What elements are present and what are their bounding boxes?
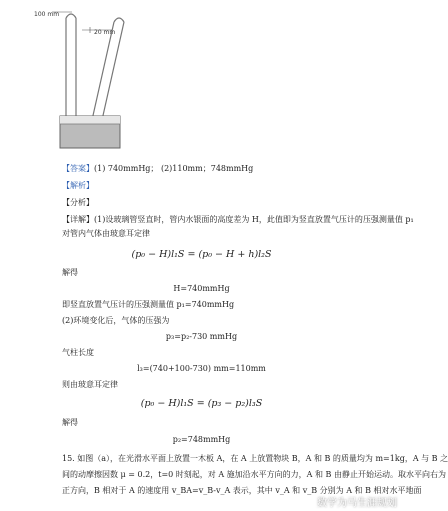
glass-tube-figure xyxy=(0,0,160,160)
q15-line-1: 15. 如图（a），在光滑水平面上放置一木板 A，在 A 上放置物块 B，A 和 B 的质量均为 m=1kg，A 与 B 之 xyxy=(62,454,448,463)
jiede-1: 解得 xyxy=(62,268,78,277)
conclusion-1: 即竖直放置气压计的压强测量值 p₁=740mmHg xyxy=(62,300,235,309)
gas-length-label: 气柱长度 xyxy=(62,348,94,357)
slanted-tube xyxy=(92,22,124,120)
result-1: H=740mmHg xyxy=(173,284,230,293)
part2-intro: (2)环境变化后，气体的压强为 xyxy=(62,316,170,325)
equation-1: (p₀ − H)l₁S = (p₀ − H + h)l₂S xyxy=(131,249,272,260)
boyle-again: 则由玻意耳定律 xyxy=(62,380,118,389)
q15-line-2: 间的动摩擦因数 μ = 0.2，t=0 时刻起，对 A 施加沿水平方向的力，A 和 B 由静止开始运动。取水平向右为 xyxy=(62,470,446,479)
figure-label-right: 20 mm xyxy=(94,29,116,36)
detail-tag: 【详解】 xyxy=(62,215,94,224)
analysis-tag: 【解析】 xyxy=(62,181,94,190)
detail-text-1: (1)设玻璃管竖直时，管内水银面的高度差为 H，此值即为竖直放置气压计的压强测量值 p₁ xyxy=(94,215,414,224)
detail-line-2: 对管内气体由玻意耳定律 xyxy=(62,229,150,238)
q15-line-3: 正方向，B 相对于 A 的速度用 v_BA=v_B-v_A 表示，其中 v_A 和 v_B 分别为 A 和 B 相对水平地面 xyxy=(62,486,422,495)
figure-label-left: 100 mm xyxy=(34,11,60,18)
watermark: 数学为马生涯规划 xyxy=(317,498,397,509)
result-2: p₂=748mmHg xyxy=(172,435,231,444)
vertical-tube xyxy=(66,18,76,120)
answer-text: (1) 740mmHg； (2)110mm；748mmHg xyxy=(94,164,254,173)
jiede-2: 解得 xyxy=(62,418,78,427)
fenxi-tag: 【分析】 xyxy=(62,198,94,207)
p3-expression: p₃=p₂-730 mmHg xyxy=(165,332,238,341)
l3-expression: l₃=(740+100-730) mm=110mm xyxy=(137,364,266,373)
answer-tag: 【答案】 xyxy=(62,164,94,173)
detail-line-1 xyxy=(62,215,414,225)
equation-2: (p₀ − H)l₁S = (p₃ − p₂)l₃S xyxy=(140,398,263,409)
answer-line xyxy=(62,164,253,174)
